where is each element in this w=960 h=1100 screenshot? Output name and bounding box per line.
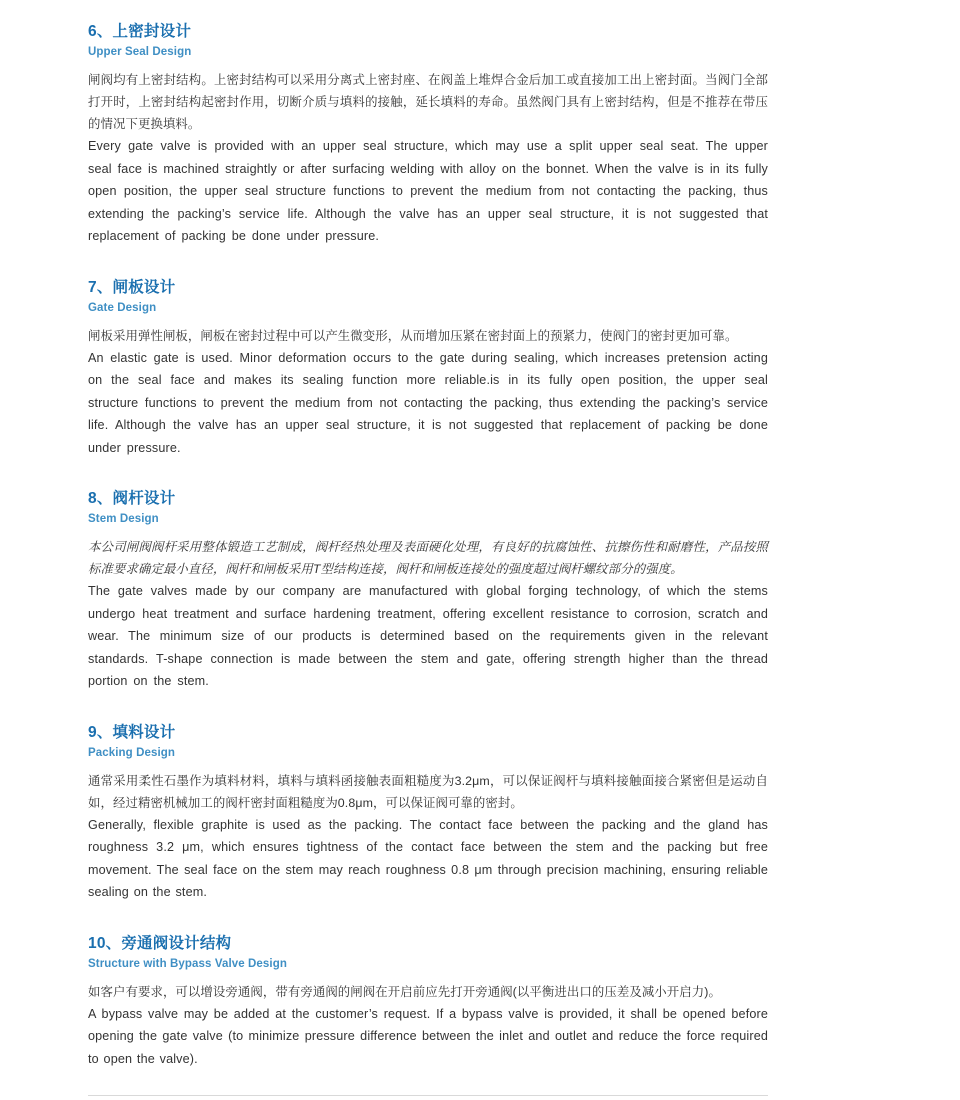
section-paragraph-en: Generally, flexible graphite is used as the packing. The contact face between the packing and the gland has roughness 3.2 μm, which ensures tightness of the contact face between the stem and the packing but free movement. The seal face on the stem may reach roughness 0.8 μm through precision machining, ensuring reliable sealing on the stem. <box>88 817 768 900</box>
section-packing-design <box>88 723 768 904</box>
section-paragraph-en: An elastic gate is used. Minor deformation occurs to the gate during sealing, which increases pretension acting on the seal face and makes its sealing function more reliable.is in its fully open position, the upper seal structure functions to prevent the medium from not contacting the packing, thus extending the packing’s service life. Although the valve has an upper seal structure, it is not suggested that replacement of packing be done under pressure. <box>88 350 768 455</box>
section-heading-en: Gate Design <box>88 301 157 314</box>
section-heading-cn: 6、上密封设计 <box>88 23 192 40</box>
section-paragraph-cn: 闸阀均有上密封结构。上密封结构可以采用分离式上密封座、在阀盖上堆焊合金后加工或直接加工出上密封面。当阀门全部打开时，上密封结构起密封作用，切断介质与填料的接触，延长填料的寿命。虽然阀门具有上密封结构，但是不推荐在带压的情况下更换填料。 <box>88 73 768 132</box>
section-heading-en: Packing Design <box>88 746 176 759</box>
section-heading-en: Upper Seal Design <box>88 46 192 59</box>
section-upper-seal-design <box>88 22 768 248</box>
section-heading-cn: 10、旁通阀设计结构 <box>88 934 232 952</box>
section-stem-design <box>88 489 768 693</box>
section-bypass-valve-design <box>88 934 768 1071</box>
section-heading-cn: 8、阀杆设计 <box>88 490 176 508</box>
section-heading-cn: 7、闸板设计 <box>88 278 176 296</box>
section-paragraph-cn: 本公司闸阀阀杆采用整体锻造工艺制成，阀杆经热处理及表面硬化处理，有良好的抗腐蚀性、抗擦伤性和耐磨性，产品按照标准要求确定最小直径，阀杆和闸板采用T型结构连接，阀杆和闸板连接处的强度超过阀杆螺纹部分的强度。 <box>88 540 768 577</box>
section-paragraph-cn: 通常采用柔性石墨作为填料材料，填料与填料函接触表面粗糙度为3.2μm，可以保证阀杆与填料接触面接合紧密但是运动自如，经过精密机械加工的阀杆密封面粗糙度为0.8μm，可以保证阀可靠的密封。 <box>88 773 768 810</box>
section-paragraph-cn: 如客户有要求，可以增设旁通阀，带有旁通阀的闸阀在开启前应先打开旁通阀(以平衡进出口的压差及减小开启力)。 <box>88 984 721 999</box>
footer-divider <box>88 1095 768 1096</box>
section-paragraph-cn: 闸板采用弹性闸板，闸板在密封过程中可以产生微变形，从而增加压紧在密封面上的预紧力，使阀门的密封更加可靠。 <box>88 328 738 343</box>
section-gate-design <box>88 278 768 460</box>
section-heading-en: Structure with Bypass Valve Design <box>88 957 287 970</box>
section-heading-cn: 9、填料设计 <box>88 723 176 741</box>
section-paragraph-en: A bypass valve may be added at the customer’s request. If a bypass valve is provided, it shall be opened before opening the gate valve (to minimize pressure difference between the inlet and outlet and reduce the force required to open the valve). <box>88 1006 768 1066</box>
section-paragraph-en: Every gate valve is provided with an upper seal structure, which may use a split upper seal seat. The upper seal face is machined straightly or after surfacing welding with alloy on the bonnet. When the valve is in its fully open position, the upper seal structure functions to prevent the medium from not contacting the packing, thus extending the packing’s service life. Although the valve has an upper seal structure, it is not suggested that replacement of packing be done under pressure. <box>88 139 768 244</box>
section-paragraph-en: The gate valves made by our company are manufactured with global forging technology, of which the stems undergo heat treatment and surface hardening treatment, offering excellent resistance to corrosion, scratch and wear. The minimum size of our products is determined based on the requirements given in the relevant standards. T-shape connection is made between the stem and gate, offering strength higher than the thread portion on the stem. <box>88 584 768 689</box>
section-heading-en: Stem Design <box>88 513 159 526</box>
